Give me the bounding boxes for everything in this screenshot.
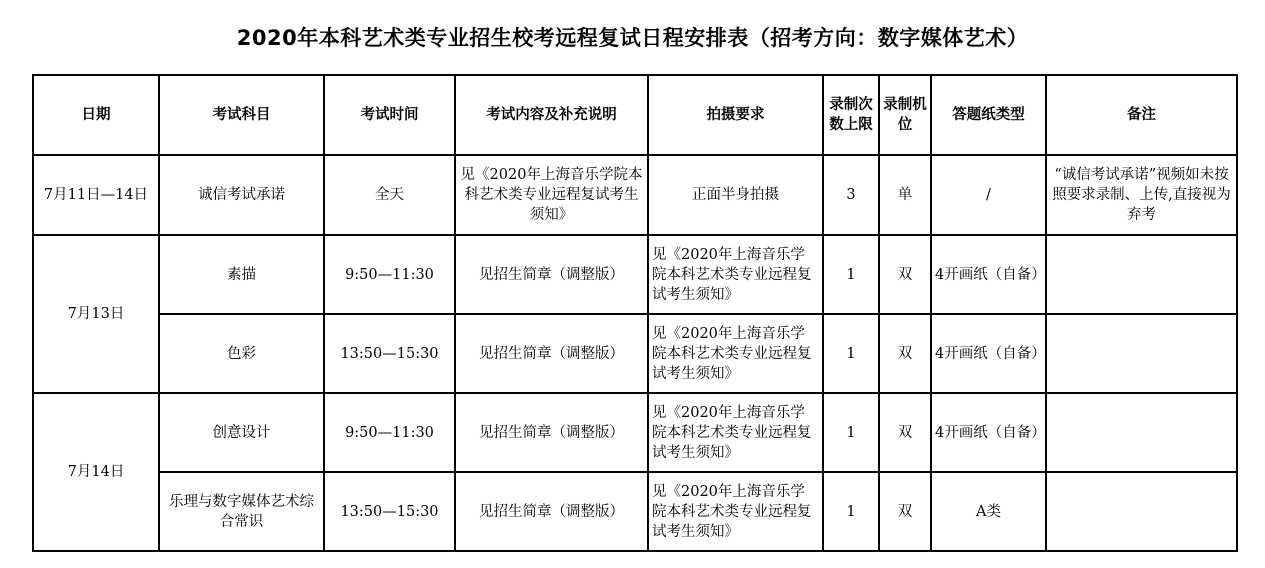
- cell-subject: 诚信考试承诺: [159, 155, 324, 235]
- header-time: 考试时间: [324, 75, 455, 155]
- cell-filming: 见《2020年上海音乐学院本科艺术类专业远程复试考生须知》: [648, 314, 823, 393]
- cell-device: 双: [879, 235, 931, 314]
- cell-paper: 4开画纸（自备）: [931, 235, 1046, 314]
- cell-subject: 乐理与数字媒体艺术综合常识: [159, 472, 324, 551]
- cell-time: 全天: [324, 155, 455, 235]
- cell-paper: 4开画纸（自备）: [931, 314, 1046, 393]
- cell-notes: [1046, 393, 1237, 472]
- cell-notes: [1046, 314, 1237, 393]
- table-row: [33, 314, 1237, 393]
- cell-date: 7月13日: [33, 235, 159, 393]
- cell-content: 见招生简章（调整版）: [455, 314, 648, 393]
- table-row: [33, 235, 1237, 314]
- cell-filming: 正面半身拍摄: [648, 155, 823, 235]
- cell-content: 见招生简章（调整版）: [455, 235, 648, 314]
- cell-time: 13:50—15:30: [324, 314, 455, 393]
- header-notes: 备注: [1046, 75, 1237, 155]
- cell-filming: 见《2020年上海音乐学院本科艺术类专业远程复试考生须知》: [648, 393, 823, 472]
- cell-paper: A类: [931, 472, 1046, 551]
- cell-filming: 见《2020年上海音乐学院本科艺术类专业远程复试考生须知》: [648, 235, 823, 314]
- cell-time: 9:50—11:30: [324, 235, 455, 314]
- cell-date: 7月11日—14日: [33, 155, 159, 235]
- cell-limit: 1: [823, 393, 879, 472]
- cell-device: 单: [879, 155, 931, 235]
- cell-device: 双: [879, 314, 931, 393]
- cell-paper: 4开画纸（自备）: [931, 393, 1046, 472]
- cell-content: 见招生简章（调整版）: [455, 472, 648, 551]
- header-device: 录制机位: [879, 75, 931, 155]
- header-subject: 考试科目: [159, 75, 324, 155]
- cell-notes: “诚信考试承诺”视频如未按照要求录制、上传,直接视为弃考: [1046, 155, 1237, 235]
- cell-device: 双: [879, 472, 931, 551]
- cell-notes: [1046, 235, 1237, 314]
- schedule-table: [32, 74, 1238, 552]
- cell-limit: 3: [823, 155, 879, 235]
- header-content: 考试内容及补充说明: [455, 75, 648, 155]
- cell-limit: 1: [823, 235, 879, 314]
- header-row: [33, 75, 1237, 155]
- header-date: 日期: [33, 75, 159, 155]
- cell-limit: 1: [823, 314, 879, 393]
- header-limit: 录制次数上限: [823, 75, 879, 155]
- cell-subject: 色彩: [159, 314, 324, 393]
- table-row: [33, 155, 1237, 235]
- header-paper: 答题纸类型: [931, 75, 1046, 155]
- table-row: [33, 472, 1237, 551]
- cell-content: 见招生简章（调整版）: [455, 393, 648, 472]
- table-row: [33, 393, 1237, 472]
- cell-filming: 见《2020年上海音乐学院本科艺术类专业远程复试考生须知》: [648, 472, 823, 551]
- cell-content: 见《2020年上海音乐学院本科艺术类专业远程复试考生须知》: [455, 155, 648, 235]
- header-filming: 拍摄要求: [648, 75, 823, 155]
- cell-time: 13:50—15:30: [324, 472, 455, 551]
- cell-notes: [1046, 472, 1237, 551]
- cell-subject: 创意设计: [159, 393, 324, 472]
- cell-device: 双: [879, 393, 931, 472]
- cell-limit: 1: [823, 472, 879, 551]
- cell-paper: /: [931, 155, 1046, 235]
- cell-date: 7月14日: [33, 393, 159, 551]
- cell-time: 9:50—11:30: [324, 393, 455, 472]
- page-title: 2020年本科艺术类专业招生校考远程复试日程安排表（招考方向：数字媒体艺术）: [236, 26, 1029, 50]
- cell-subject: 素描: [159, 235, 324, 314]
